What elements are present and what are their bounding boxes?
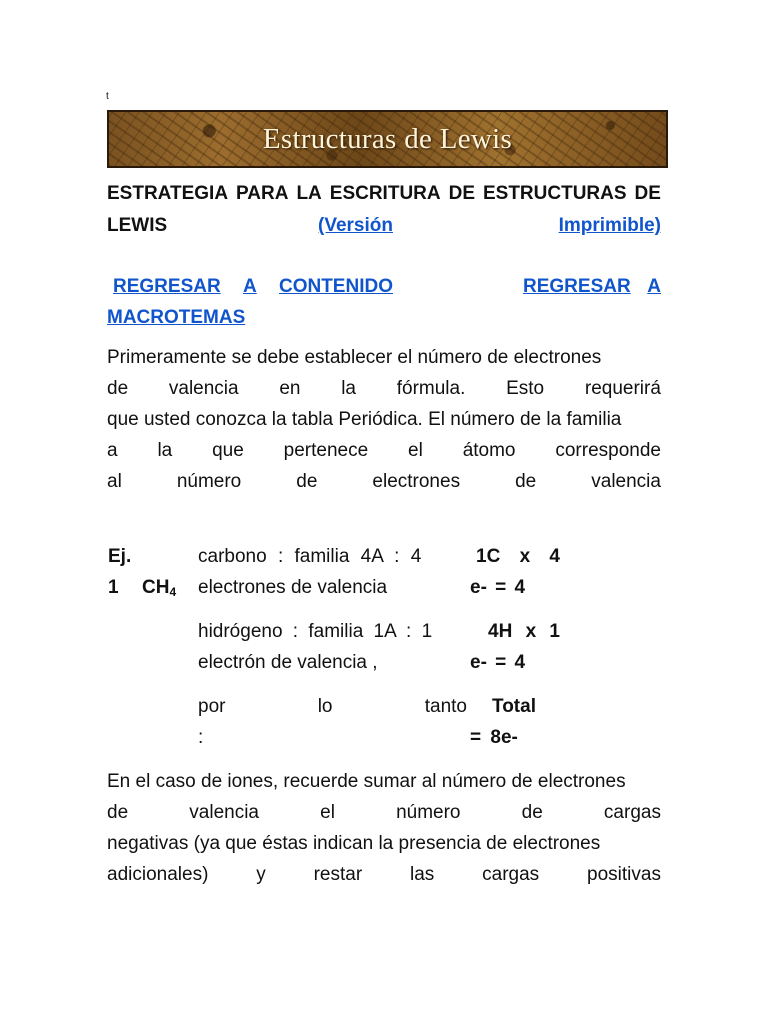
word: adicionales): [107, 864, 209, 885]
word: en: [279, 378, 301, 399]
back-to-macrotopics-link[interactable]: [523, 271, 661, 302]
word: valencia: [189, 802, 259, 823]
word: el: [320, 802, 335, 823]
link-text: Imprimible): [558, 215, 661, 236]
word: y: [256, 864, 266, 885]
paragraph-2-line-2: [107, 797, 661, 828]
word: pertenece: [283, 440, 369, 461]
paragraph-2-line-1: En el caso de iones, recuerde sumar al número de electrones: [107, 771, 626, 792]
word: de: [296, 471, 318, 492]
word: lo: [317, 696, 333, 717]
macrotopics-link[interactable]: MACROTEMAS: [107, 307, 246, 328]
word: la: [157, 440, 173, 461]
formula-text: CH: [142, 577, 170, 598]
heading-word: DE: [448, 183, 475, 204]
hydrogen-description-line-1: hidrógeno : familia 1A : 1: [198, 621, 433, 642]
paragraph-1-line-2: [107, 373, 661, 404]
word: de: [107, 802, 129, 823]
word: a: [107, 440, 118, 461]
word: la: [341, 378, 356, 399]
word: que: [212, 440, 244, 461]
word: corresponde: [555, 440, 661, 461]
word: de: [521, 802, 543, 823]
link-text: A: [647, 276, 661, 297]
carbon-calc-line-2: e- = 4: [470, 577, 526, 598]
word: requerirá: [584, 378, 661, 399]
word: positivas: [587, 864, 661, 885]
link-text: REGRESAR: [523, 276, 631, 297]
carbon-description-line-2: electrones de valencia: [198, 577, 388, 598]
word: valencia: [591, 471, 661, 492]
back-to-content-link[interactable]: [113, 271, 393, 302]
heading-word: ESCRITURA: [329, 183, 441, 204]
word: las: [410, 864, 435, 885]
link-text: REGRESAR: [113, 276, 221, 297]
paragraph-1-line-1: Primeramente se debe establecer el número de electrones: [107, 347, 602, 368]
word: cargas: [603, 802, 661, 823]
carbon-description-line-1: [198, 541, 470, 572]
banner-title: Estructuras de Lewis: [262, 122, 513, 155]
word: por: [198, 696, 226, 717]
word: de: [107, 378, 129, 399]
heading-word: PARA: [236, 183, 289, 204]
word: tanto: [424, 696, 467, 717]
heading-word-lewis: LEWIS: [107, 215, 168, 236]
heading-line-1: [107, 178, 661, 209]
word: número: [176, 471, 242, 492]
heading-word: ESTRATEGIA: [107, 183, 229, 204]
link-text: (Versión: [318, 215, 393, 236]
word: átomo: [462, 440, 516, 461]
formula-subscript: 4: [169, 585, 177, 599]
heading-word: LA: [296, 183, 322, 204]
hydrogen-description-line-2: electrón de valencia ,: [198, 652, 378, 673]
link-text: CONTENIDO: [278, 276, 393, 297]
paragraph-1-line-3: que usted conozca la tabla Periódica. El número de la familia: [107, 409, 622, 430]
total-label: Total: [492, 696, 536, 717]
paragraph-1-line-4: [107, 435, 661, 466]
stray-mark: t: [106, 91, 109, 102]
word: de: [515, 471, 537, 492]
carbon-calc-line-1: 1C x 4: [476, 546, 560, 567]
hydrogen-calc-line-1: 4H x 1: [488, 621, 560, 642]
word: valencia: [168, 378, 239, 399]
word: número: [396, 802, 461, 823]
example-formula: [142, 572, 176, 608]
example-number: 1: [108, 577, 119, 598]
heading-word: ESTRUCTURAS: [482, 183, 627, 204]
word: el: [408, 440, 423, 461]
word: cargas: [482, 864, 540, 885]
nav-line-2: [107, 302, 661, 333]
hydrogen-calc-line-2: e- = 4: [470, 652, 526, 673]
printable-version-link[interactable]: [318, 210, 661, 241]
paragraph-1-line-5: [107, 466, 661, 497]
heading-word: DE: [634, 183, 661, 204]
paragraph-2-line-3: negativas (ya que éstas indican la presencia de electrones: [107, 833, 601, 854]
total-value: = 8e-: [470, 727, 518, 748]
word: restar: [313, 864, 363, 885]
word: electrones: [372, 471, 461, 492]
paragraph-2-line-4: [107, 859, 661, 890]
therefore-colon: :: [198, 727, 204, 748]
link-text: A: [242, 276, 257, 297]
word: al: [107, 471, 122, 492]
carbon-family-text: carbono : familia 4A : 4: [198, 546, 422, 567]
title-banner: [107, 110, 668, 168]
example-label: Ej.: [108, 546, 132, 567]
word: Esto: [506, 378, 545, 399]
therefore-line-1: [198, 691, 467, 722]
word: fórmula.: [396, 378, 466, 399]
